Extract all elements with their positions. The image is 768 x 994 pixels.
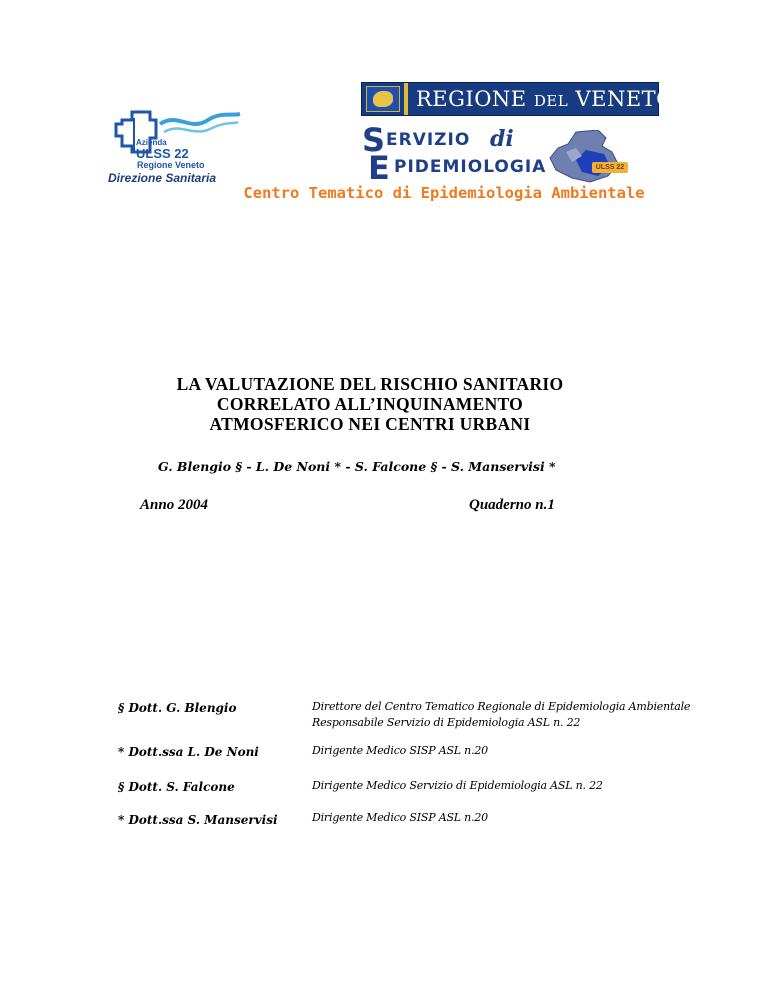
title-line: ATMOSFERICO NEI CENTRI URBANI — [209, 414, 531, 434]
ulss-region-text: Regione Veneto — [137, 160, 205, 170]
regione-veneto-text — [416, 87, 674, 113]
del-word: DEL — [533, 92, 569, 110]
staff-role-line: Direttore del Centro Tematico Regionale di Epidemiologia Ambientale — [312, 700, 691, 713]
epidemiologia-initial-e: E — [368, 149, 390, 187]
staff-role-line: Dirigente Medico SISP ASL n.20 — [312, 744, 488, 757]
servizio-epidemiologia-logo — [360, 121, 642, 188]
staff-role — [312, 778, 603, 794]
banner-divider — [404, 83, 408, 115]
staff-role-line: Dirigente Medico Servizio di Epidemiologia ASL n. 22 — [312, 779, 603, 792]
veneto-word: VENETO — [575, 87, 674, 111]
staff-role — [312, 810, 488, 826]
staff-role-line: Responsabile Servizio di Epidemiologia ASL n. 22 — [312, 716, 581, 729]
authors-line: G. Blengio § - L. De Noni * - S. Falcone § - S. Manservisi * — [158, 459, 556, 474]
staff-role — [312, 743, 488, 759]
document-title — [0, 374, 768, 434]
epidemiologia-word: PIDEMIOLOGIA — [394, 157, 547, 177]
staff-name: § Dott. S. Falcone — [118, 780, 235, 794]
servizio-di-word: di — [490, 126, 514, 152]
staff-name: * Dott.ssa S. Manservisi — [118, 813, 278, 827]
ulss-22-badge: ULSS 22 — [592, 162, 628, 173]
lion-emblem-icon — [366, 86, 400, 112]
staff-role-line: Dirigente Medico SISP ASL n.20 — [312, 811, 488, 824]
title-line: LA VALUTAZIONE DEL RISCHIO SANITARIO — [176, 374, 564, 394]
veneto-map-icon — [546, 130, 638, 184]
regione-word: REGIONE — [416, 87, 527, 111]
title-line: CORRELATO ALL’INQUINAMENTO — [216, 394, 524, 414]
ulss-azienda-text: Azienda — [136, 138, 167, 147]
staff-name: § Dott. G. Blengio — [118, 701, 237, 715]
direzione-sanitaria-label: Direzione Sanitaria — [108, 171, 217, 185]
ulss-number-text: ULSS 22 — [136, 146, 189, 161]
servizio-initial-s: S — [362, 121, 386, 159]
servizio-word: ERVIZIO — [386, 130, 471, 150]
centro-tematico-heading: Centro Tematico di Epidemiologia Ambientale — [243, 184, 645, 202]
regione-veneto-banner — [361, 82, 674, 116]
quaderno-label: Quaderno n.1 — [469, 497, 555, 513]
year-label: Anno 2004 — [140, 497, 208, 513]
staff-name: * Dott.ssa L. De Noni — [118, 745, 259, 759]
staff-role — [312, 699, 690, 731]
